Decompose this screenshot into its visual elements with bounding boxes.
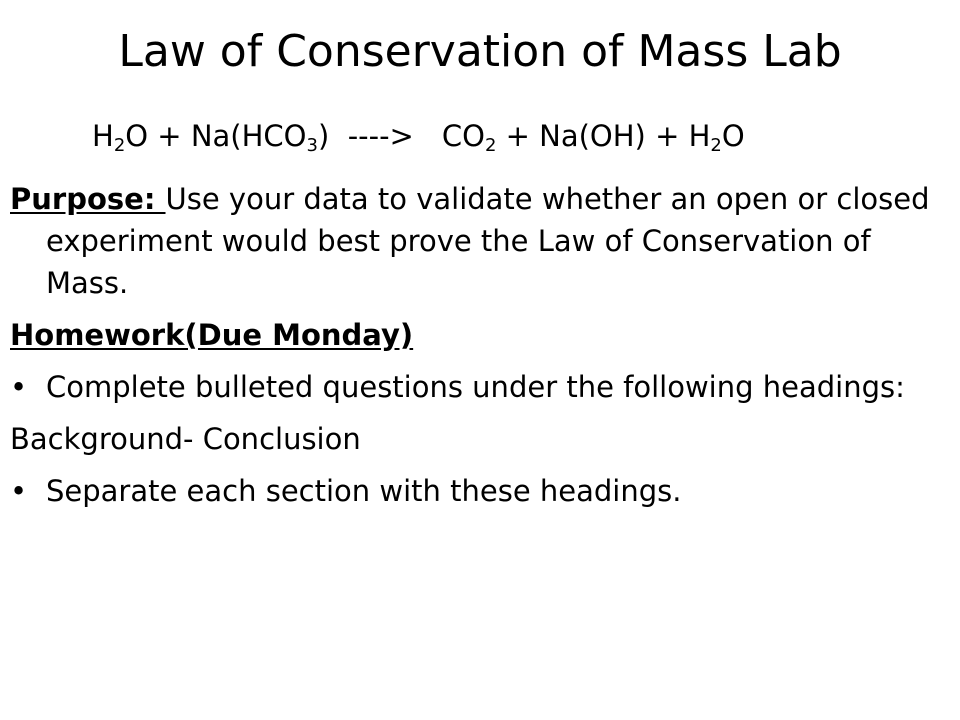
- eq-o-end: O: [721, 119, 745, 153]
- purpose-label: Purpose:: [10, 182, 166, 216]
- chemical-equation: [92, 114, 892, 158]
- eq-h: H: [92, 119, 114, 153]
- eq-subscript-2: 2: [113, 135, 126, 156]
- purpose-paragraph: [10, 178, 940, 304]
- eq-co: CO: [441, 119, 485, 153]
- homework-heading: Homework(Due Monday): [10, 318, 414, 352]
- eq-subscript-3: 3: [306, 135, 318, 156]
- bullet-icon: •: [10, 474, 28, 508]
- eq-naoh-h: + Na(OH) + H: [496, 119, 711, 153]
- background-conclusion-line: Background- Conclusion: [10, 422, 361, 456]
- slide-body: [10, 178, 940, 512]
- eq-arrow: ) ---->: [317, 119, 414, 153]
- eq-o-plus-na: O + Na(HCO: [125, 119, 307, 153]
- eq-subscript-2c: 2: [710, 135, 722, 156]
- bullet-text-separate: Separate each section with these headings.: [46, 474, 682, 508]
- bullet-item-separate: [10, 470, 940, 512]
- slide-title: Law of Conservation of Mass Lab: [118, 26, 842, 77]
- purpose-text: Use your data to validate whether an open or closed experiment would best prove the Law of Conservation of Mass.: [46, 182, 930, 300]
- homework-heading-row: [10, 314, 940, 356]
- bullet-text-questions: Complete bulleted questions under the following headings:: [46, 370, 905, 404]
- bullet-icon: •: [10, 370, 28, 404]
- bullet-item-questions: [10, 366, 940, 408]
- eq-subscript-2b: 2: [484, 135, 497, 156]
